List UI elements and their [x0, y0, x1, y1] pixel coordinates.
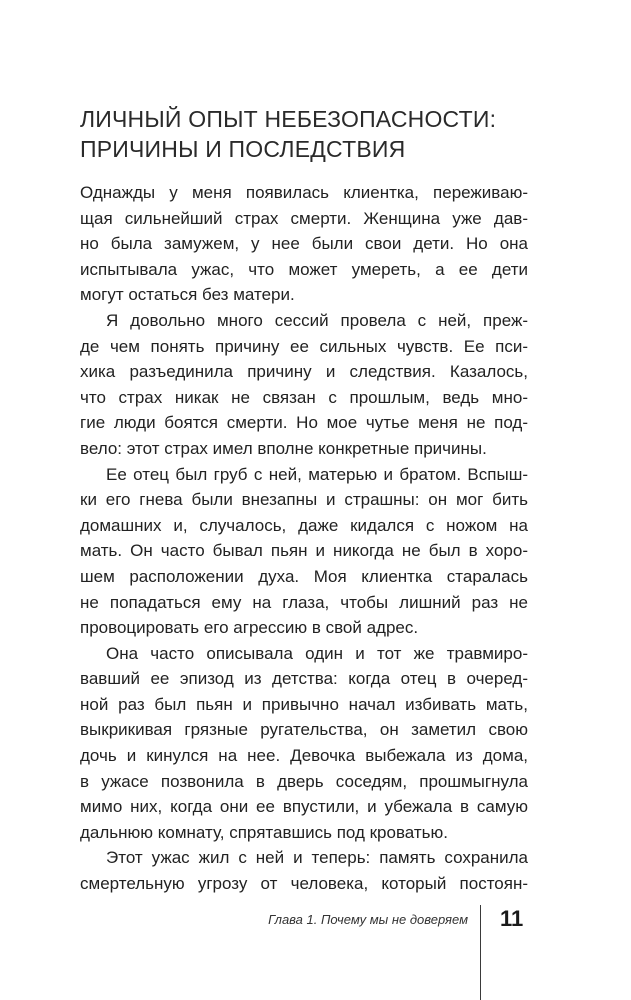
text-line: гие люди боятся смерти. Но мое чутье меня не под-: [80, 413, 528, 433]
text-line: могут остаться без матери.: [80, 285, 295, 305]
text-line: испытывала ужас, что может умереть, а ее дети: [80, 259, 528, 279]
text-line: вело: этот страх имел вполне конкретные причины.: [80, 438, 487, 458]
text-line: дальнюю комнату, спрятавшись под кроватью.: [80, 822, 449, 842]
text-line: шем расположении духа. Моя клиентка старалась: [80, 566, 528, 586]
text-line: смертельную угрозу от человека, который постоян-: [80, 874, 528, 894]
text-line: Ее отец был груб с ней, матерью и братом. Вспыш-: [106, 464, 528, 484]
text-line: провоцировать его агрессию в свой адрес.: [80, 618, 419, 638]
text-line: домашних и, случалось, даже кидался с ножом на: [80, 515, 528, 535]
text-line: выкрикивая грязные ругательства, он заметил свою: [80, 720, 528, 740]
text-line: мать. Он часто бывал пьян и никогда не был в хоро-: [80, 541, 528, 561]
text-line: ной раз был пьян и привычно начал избивать мать,: [80, 694, 528, 714]
text-line: щая сильнейший страх смерти. Женщина уже дав-: [80, 208, 528, 228]
section-heading-line-2: ПРИЧИНЫ И ПОСЛЕДСТВИЯ: [80, 136, 406, 162]
text-line: де чем понять причину ее сильных чувств. Ее пси-: [80, 336, 528, 356]
text-line: дочь и кинулся на нее. Девочка выбежала из дома,: [80, 746, 528, 766]
text-line: вавший ее эпизод из детства: когда отец в очеред-: [80, 669, 528, 689]
text-line: Я довольно много сессий провела с ней, преж-: [106, 310, 528, 330]
text-line: мимо них, когда они ее впустили, и убежала в самую: [80, 797, 528, 817]
page-number: 11: [500, 906, 524, 931]
body-text: [80, 180, 528, 897]
text-line: ки его гнева были внезапны и страшны: он мог бить: [80, 490, 528, 510]
text-line: что страх никак не связан с прошлым, ведь мно-: [80, 387, 528, 407]
text-line: хика разъединила причину и следствия. Казалось,: [80, 362, 528, 382]
section-heading: [80, 104, 560, 164]
running-footer-chapter-title: Глава 1. Почему мы не доверяем: [268, 912, 468, 927]
text-line: не попадаться ему на глаза, чтобы лишний раз не: [80, 592, 528, 612]
text-line: но была замужем, у нее были свои дети. Но она: [80, 234, 528, 254]
footer-divider: [480, 905, 481, 1000]
text-line: в ужасе позвонила в дверь соседям, прошмыгнула: [80, 771, 528, 791]
text-line: Этот ужас жил с ней и теперь: память сохранила: [106, 848, 528, 868]
text-line: Она часто описывала один и тот же травмиро-: [106, 643, 528, 663]
section-heading-line-1: ЛИЧНЫЙ ОПЫТ НЕБЕЗОПАСНОСТИ:: [80, 106, 497, 132]
text-line: Однажды у меня появилась клиентка, переживаю-: [80, 183, 528, 202]
